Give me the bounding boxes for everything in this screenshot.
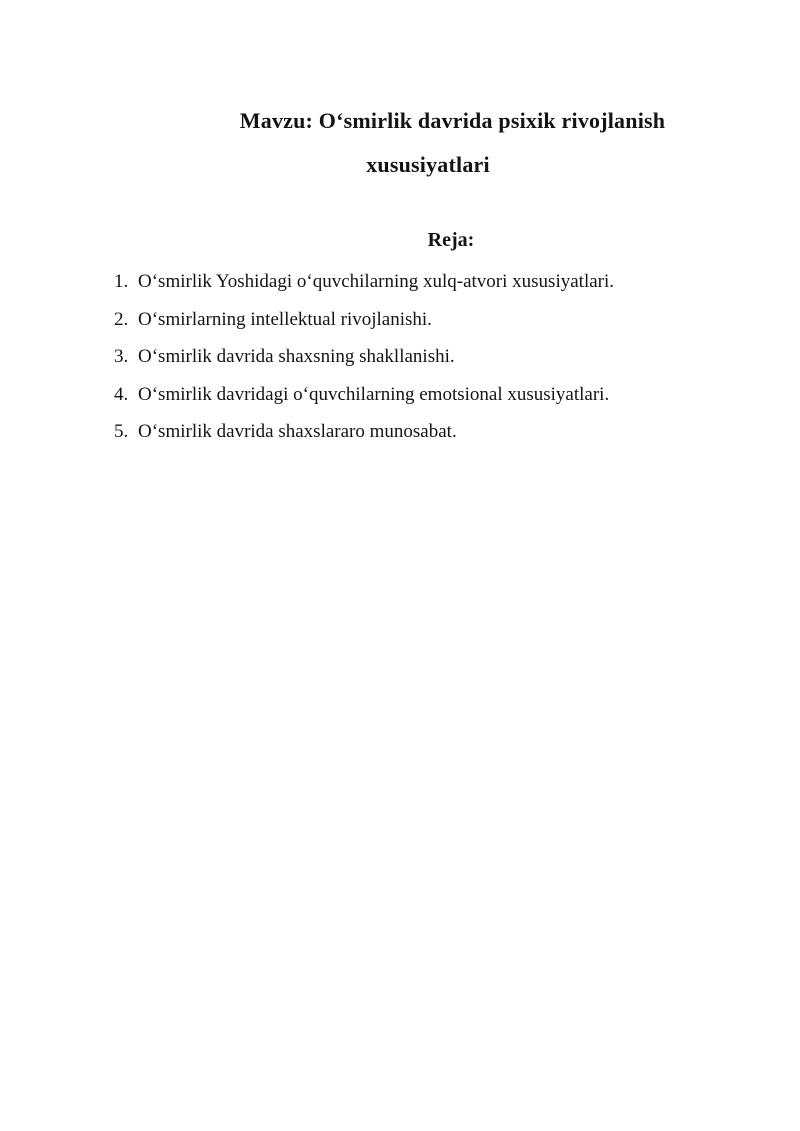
- list-item-text: O‘smirlik davrida shaxsning shakllanishi.: [138, 346, 455, 367]
- list-item-number: 2.: [114, 308, 129, 330]
- list-item: [113, 338, 743, 376]
- list-item-text: O‘smirlik davridagi o‘quvchilarning emotsional xususiyatlari.: [138, 383, 610, 405]
- list-item-text: O‘smirlarning intellektual rivojlanishi.: [138, 308, 432, 330]
- list-item-number: 4.: [114, 383, 129, 405]
- list-item: [113, 376, 743, 414]
- list-item: [113, 263, 743, 301]
- list-item-number: 3.: [114, 346, 129, 367]
- list-item-text: O‘smirlik Yoshidagi o‘quvchilarning xulq-atvori xususiyatlari.: [138, 271, 615, 292]
- document-content: [113, 0, 743, 451]
- list-item: [113, 301, 743, 339]
- plan-heading: Reja:: [427, 229, 475, 251]
- list-item: [113, 413, 743, 451]
- document-title: [113, 99, 743, 187]
- list-item-number: 5.: [114, 421, 129, 442]
- list-item-text: O‘smirlik davrida shaxslararo munosabat.: [138, 421, 457, 442]
- title-line-1: Mavzu: O‘smirlik davrida psixik rivojlanish: [239, 108, 666, 133]
- list-item-number: 1.: [114, 271, 129, 292]
- title-line-2: xususiyatlari: [366, 152, 490, 177]
- plan-list: [113, 263, 743, 451]
